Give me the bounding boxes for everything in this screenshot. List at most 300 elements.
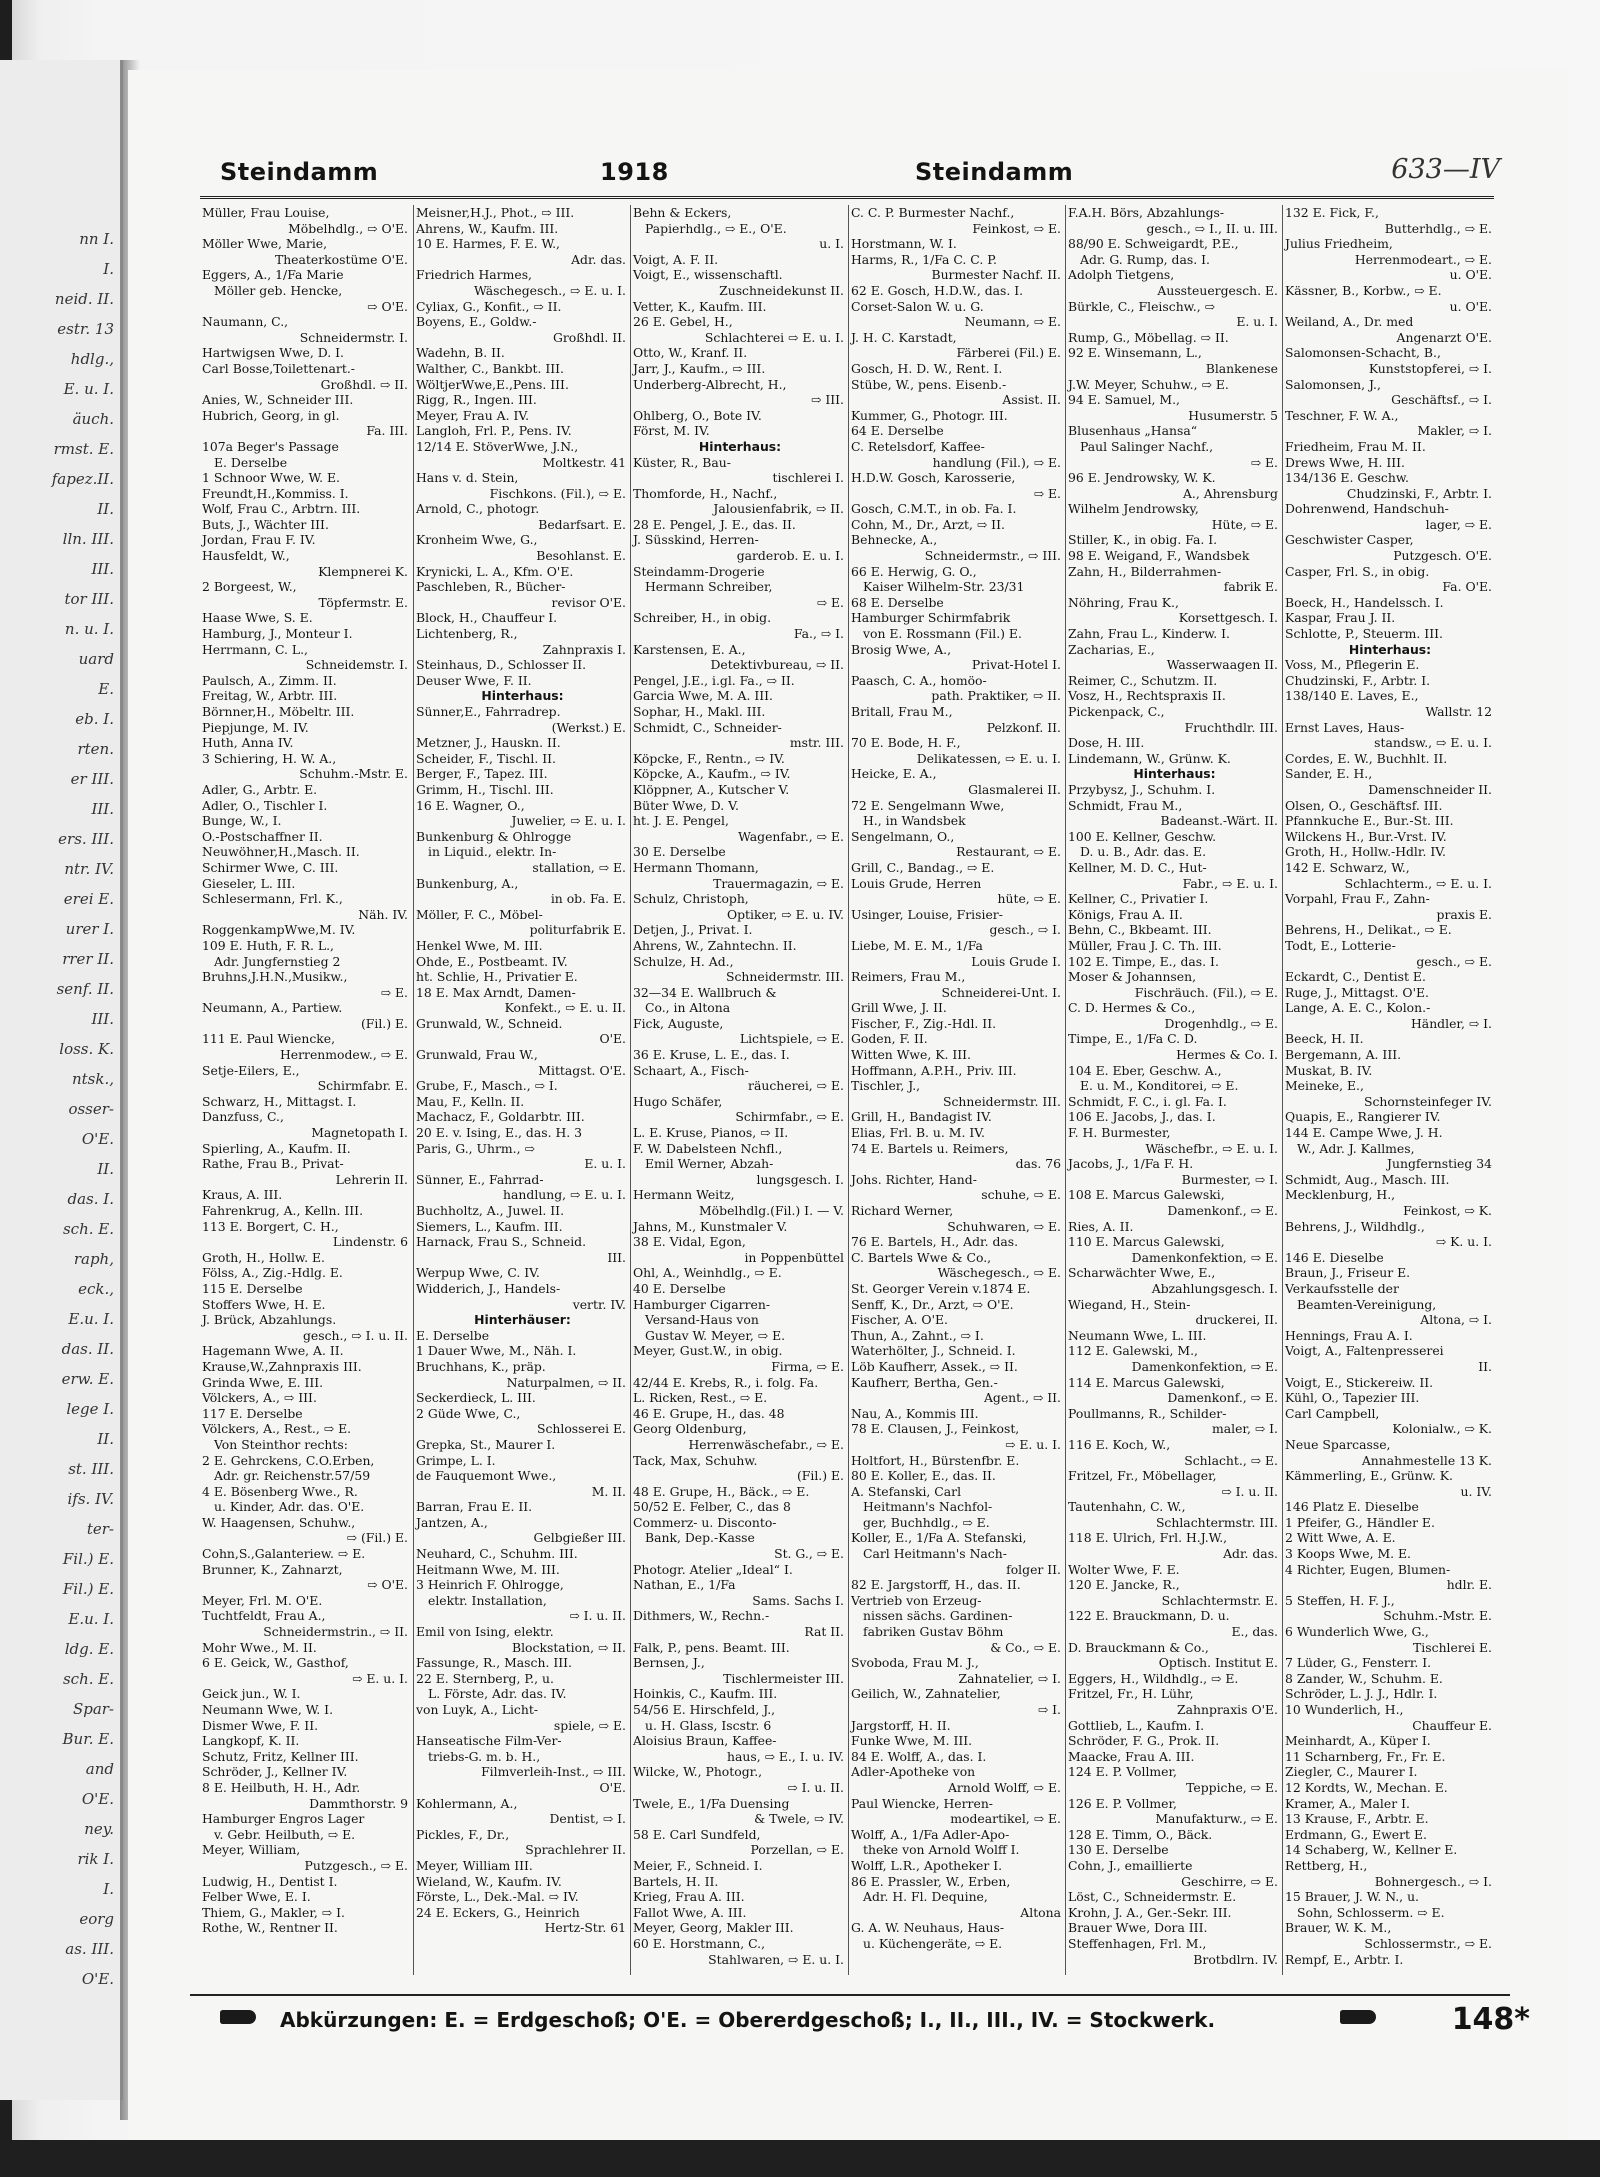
directory-entry: Theaterkostüme O'E. bbox=[274, 251, 408, 267]
directory-entry: Hamburger Engros Lager bbox=[202, 1811, 365, 1827]
directory-entry: Dismer Wwe, F. II. bbox=[202, 1717, 319, 1733]
directory-entry: H.D.W. Gosch, Karosserie, bbox=[851, 470, 1016, 486]
house-number-entry: 104 E. Eber, Geschw. A., bbox=[1068, 1062, 1222, 1078]
directory-entry: Völckers, A., ⇨ III. bbox=[202, 1390, 317, 1406]
directory-entry: Schornsteinfeger IV. bbox=[1363, 1093, 1492, 1109]
directory-entry: räucherei, ⇨ E. bbox=[748, 1078, 844, 1094]
house-number-entry: 10 E. Harmes, F. E. W., bbox=[416, 236, 560, 252]
directory-entry: Wolff, L.R., Apotheker I. bbox=[851, 1857, 1003, 1873]
directory-entry: Arnold, C., photogr. bbox=[416, 501, 540, 517]
directory-entry: Stübe, W., pens. Eisenb.- bbox=[851, 376, 1007, 392]
directory-entry: Rigg, R., Ingen. III. bbox=[416, 392, 537, 408]
directory-column-2 bbox=[413, 205, 629, 1975]
directory-entry: 4 Richter, Eugen, Blumen- bbox=[1285, 1561, 1451, 1577]
house-number-entry: 58 E. Carl Sundfeld, bbox=[633, 1826, 761, 1842]
directory-entry: Krohn, J. A., Ger.-Sekr. III. bbox=[1068, 1904, 1232, 1920]
directory-entry: theke von Arnold Wolff I. bbox=[863, 1842, 1020, 1858]
directory-entry: Wasserwaagen II. bbox=[1166, 657, 1278, 673]
directory-entry: Behnecke, A., bbox=[851, 532, 938, 548]
directory-entry: ⇨ E. bbox=[816, 594, 844, 610]
directory-entry: Damenkonf., ⇨ E. bbox=[1167, 1203, 1278, 1218]
directory-entry: Sander, E. H., bbox=[1285, 766, 1373, 782]
directory-entry: Salomonsen-Schacht, B., bbox=[1285, 345, 1441, 361]
directory-entry: Gosch, H. D. W., Rent. I. bbox=[851, 360, 1003, 376]
directory-entry: Hertz-Str. 61 bbox=[544, 1920, 626, 1936]
directory-entry: Ohde, E., Postbeamt. IV. bbox=[416, 953, 568, 969]
directory-entry: Ries, A. II. bbox=[1068, 1218, 1134, 1234]
directory-entry: Kaiser Wilhelm-Str. 23/31 bbox=[863, 579, 1025, 595]
directory-entry: Damenkonfektion, ⇨ E. bbox=[1131, 1358, 1278, 1374]
directory-entry: Detektivbureau, ⇨ II. bbox=[710, 657, 844, 673]
directory-entry: Paul Salinger Nachf., bbox=[1080, 438, 1214, 454]
directory-entry: Tischlermeister III. bbox=[723, 1670, 844, 1686]
directory-entry: Ruge, J., Mittagst. O'E. bbox=[1285, 984, 1429, 1000]
house-number-entry: 109 E. Huth, F. R. L., bbox=[202, 937, 334, 953]
previous-page-fragment: lln. III. bbox=[62, 530, 114, 548]
directory-entry: Rempf, E., Arbtr. I. bbox=[1285, 1951, 1404, 1967]
directory-entry: Grill, C., Bandag., ⇨ E. bbox=[851, 859, 995, 875]
directory-entry: Stiller, K., in obig. Fa. I. bbox=[1068, 532, 1218, 548]
directory-entry: Grepka, St., Maurer I. bbox=[416, 1436, 556, 1452]
directory-entry: Maacke, Frau A. III. bbox=[1068, 1748, 1195, 1764]
directory-entry: Töpfermstr. E. bbox=[318, 594, 408, 610]
house-number-entry: 30 E. Derselbe bbox=[633, 844, 726, 860]
directory-entry: Bunge, W., I. bbox=[202, 813, 282, 829]
directory-entry: Besohlanst. E. bbox=[536, 548, 626, 564]
directory-entry: Erdmann, G., Ewert E. bbox=[1285, 1826, 1427, 1842]
directory-entry: Adler, G., Arbtr. E. bbox=[202, 781, 318, 797]
directory-entry: Groth, H., Hollw. E. bbox=[202, 1249, 325, 1265]
directory-entry: Schutz, Fritz, Kellner III. bbox=[202, 1748, 359, 1764]
directory-entry: Adr. das. bbox=[571, 251, 626, 267]
directory-entry: Damenkonfektion, ⇨ E. bbox=[1131, 1249, 1278, 1265]
directory-entry: Neumann Wwe, L. III. bbox=[1068, 1327, 1207, 1343]
directory-entry: Schirmfabr., ⇨ E. bbox=[735, 1109, 844, 1125]
previous-page-fragment: I. bbox=[103, 260, 114, 278]
directory-entry: Damenschneider II. bbox=[1368, 781, 1492, 797]
directory-entry: handlung (Fil.), ⇨ E. bbox=[932, 454, 1061, 470]
left-headword: Steindamm bbox=[220, 158, 379, 186]
directory-entry: 5 Steffen, H. F. J., bbox=[1285, 1592, 1395, 1608]
directory-entry: Fassunge, R., Masch. III. bbox=[416, 1655, 572, 1671]
directory-entry: Fa. O'E. bbox=[1442, 579, 1492, 595]
directory-entry: Großhdl. II. bbox=[552, 329, 626, 345]
directory-entry: Fischer, F., Zig.-Hdl. II. bbox=[851, 1015, 997, 1031]
directory-entry: Kämmerling, E., Grünw. K. bbox=[1285, 1468, 1453, 1484]
directory-entry: E., das. bbox=[1231, 1624, 1278, 1640]
directory-entry: L. Förste, Adr. das. IV. bbox=[428, 1686, 567, 1702]
directory-entry: Louis Grude, Herren bbox=[851, 875, 982, 891]
directory-entry: Hüte, ⇨ E. bbox=[1211, 516, 1278, 532]
directory-entry: Friedheim, Frau M. II. bbox=[1285, 438, 1426, 454]
directory-entry: Kummer, G., Photogr. III. bbox=[851, 407, 1008, 423]
directory-entry: Grube, F., Masch., ⇨ I. bbox=[416, 1078, 558, 1094]
previous-page-fragment: II. bbox=[97, 500, 114, 518]
directory-entry: C. Bartels Wwe & Co., bbox=[851, 1249, 992, 1265]
directory-entry: Hamburg, J., Monteur I. bbox=[202, 626, 353, 642]
directory-entry: Langkopf, K. II. bbox=[202, 1733, 300, 1749]
directory-entry: Tautenhahn, C. W., bbox=[1068, 1499, 1186, 1515]
directory-entry: Hermann Schreiber, bbox=[645, 579, 773, 595]
directory-entry: u. Küchengeräte, ⇨ E. bbox=[863, 1935, 1003, 1951]
directory-entry: Eggers, H., Wildhdlg., ⇨ E. bbox=[1068, 1670, 1239, 1686]
directory-entry: J.W. Meyer, Schuhw., ⇨ E. bbox=[1068, 376, 1229, 392]
directory-entry: Dose, H. III. bbox=[1068, 735, 1145, 751]
previous-page-fragment: n. u. I. bbox=[64, 620, 114, 638]
directory-entry: Danzfuss, C., bbox=[202, 1109, 284, 1125]
house-number-entry: 88/90 E. Schweigardt, P.E., bbox=[1068, 236, 1239, 252]
house-number-entry: 116 E. Koch, W., bbox=[1068, 1436, 1171, 1452]
directory-entry: Schuhwaren, ⇨ E. bbox=[947, 1218, 1061, 1234]
directory-entry: Feinkost, ⇨ K. bbox=[1403, 1203, 1492, 1218]
directory-entry: D. u. B., Adr. das. E. bbox=[1080, 844, 1207, 860]
directory-entry: Möller geb. Hencke, bbox=[214, 282, 343, 298]
directory-entry: Haase Wwe, S. E. bbox=[202, 610, 313, 626]
previous-page-fragment: das. II. bbox=[61, 1340, 114, 1358]
directory-entry: Hans v. d. Stein, bbox=[416, 470, 519, 486]
directory-entry: ht. Schlie, H., Privatier E. bbox=[416, 969, 578, 985]
house-number-entry: 126 E. P. Vollmer, bbox=[1068, 1795, 1177, 1811]
directory-entry: schuhe, ⇨ E. bbox=[981, 1187, 1061, 1203]
directory-entry: Moser & Johannsen, bbox=[1068, 969, 1197, 985]
directory-entry: Von Steinthor rechts: bbox=[214, 1436, 348, 1452]
directory-entry: Thomforde, H., Nachf., bbox=[633, 485, 778, 501]
directory-entry: Cohn, J., emaillierte bbox=[1068, 1857, 1193, 1873]
previous-page-fragment: das. I. bbox=[67, 1190, 114, 1208]
directory-entry: Carl Heitmann's Nach- bbox=[863, 1546, 1007, 1562]
directory-entry: Beamten-Vereinigung, bbox=[1297, 1296, 1437, 1312]
previous-page-fragment: ntr. IV. bbox=[64, 860, 114, 878]
directory-entry: Svoboda, Frau M. J., bbox=[851, 1655, 979, 1671]
directory-entry: gesch., ⇨ I., II. u. III. bbox=[1146, 220, 1278, 236]
house-number-entry: 146 E. Dieselbe bbox=[1285, 1249, 1384, 1265]
directory-entry: Sophar, H., Makl. III. bbox=[633, 704, 766, 719]
directory-entry: Zahnatelier, ⇨ I. bbox=[958, 1670, 1061, 1686]
directory-entry: 15 Brauer, J. W. N., u. bbox=[1285, 1889, 1419, 1905]
directory-entry: Rathe, Frau B., Privat- bbox=[202, 1156, 344, 1172]
directory-entry: haus, ⇨ E., I. u. IV. bbox=[726, 1748, 844, 1764]
directory-entry: Hoinkis, C., Kaufm. III. bbox=[633, 1686, 778, 1702]
directory-entry: Förste, L., Dek.-Mal. ⇨ IV. bbox=[416, 1889, 579, 1905]
house-number-entry: 118 E. Ulrich, Frl. H.J.W., bbox=[1068, 1530, 1228, 1546]
directory-entry: Beeck, H. II. bbox=[1285, 1031, 1364, 1047]
directory-entry: Trauermagazin, ⇨ E. bbox=[713, 875, 844, 891]
directory-entry: Cyliax, G., Konfit., ⇨ II. bbox=[416, 298, 562, 314]
directory-entry: Grimm, H., Tischl. III. bbox=[416, 781, 554, 797]
previous-page-fragment: rmst. E. bbox=[53, 440, 114, 458]
house-number-entry: 18 E. Max Arndt, Damen- bbox=[416, 984, 576, 1000]
directory-entry: Deuser Wwe, F. II. bbox=[416, 672, 532, 688]
directory-entry: Meyer, Gust.W., in obig. bbox=[633, 1343, 783, 1359]
house-number-entry: 106 E. Jacobs, J., das. I. bbox=[1068, 1109, 1216, 1125]
house-number-entry: 68 E. Derselbe bbox=[851, 594, 944, 610]
directory-entry: Kellner, C., Privatier I. bbox=[1068, 891, 1209, 907]
directory-entry: gesch., ⇨ I. u. II. bbox=[302, 1327, 408, 1343]
directory-entry: Gieseler, L. III. bbox=[202, 875, 296, 891]
directory-entry: Möller, F. C., Möbel- bbox=[416, 906, 543, 922]
directory-entry: Wäschefbr., ⇨ E. u. I. bbox=[1145, 1140, 1278, 1156]
directory-entry: Fabr., ⇨ E. u. I. bbox=[1182, 875, 1278, 891]
directory-entry: Reimer, C., Schutzm. II. bbox=[1068, 672, 1218, 688]
directory-entry: Fischkons. (Fil.), ⇨ E. bbox=[489, 485, 626, 501]
section-heading: Hinterhaus: bbox=[1133, 766, 1216, 782]
directory-entry: Carl Bosse,Toilettenart.- bbox=[202, 360, 355, 376]
directory-entry: handlung, ⇨ E. u. I. bbox=[503, 1187, 626, 1203]
directory-entry: Mau, F., Kelln. II. bbox=[416, 1093, 525, 1109]
directory-entry: Dithmers, W., Rechn.- bbox=[633, 1608, 770, 1624]
directory-entry: Carl Campbell, bbox=[1285, 1405, 1380, 1421]
directory-entry: Fischer, A. O'E. bbox=[851, 1312, 948, 1328]
house-number-entry: 92 E. Winsemann, L., bbox=[1068, 345, 1202, 361]
previous-page-fragment: lege I. bbox=[66, 1400, 114, 1418]
directory-entry: 8 E. Heilbuth, H. H., Adr. bbox=[202, 1779, 361, 1795]
directory-entry: 6 Wunderlich Wwe, G., bbox=[1285, 1624, 1429, 1640]
directory-entry: tischlerei I. bbox=[772, 470, 844, 486]
directory-entry: Meier, F., Schneid. I. bbox=[633, 1857, 763, 1873]
directory-entry: Königs, Frau A. II. bbox=[1068, 906, 1183, 922]
directory-entry: Bergemann, A. III. bbox=[1285, 1047, 1402, 1063]
house-number-entry: 102 E. Timpe, E., das. I. bbox=[1068, 953, 1219, 969]
directory-entry: Kellner, M. D. C., Hut- bbox=[1068, 859, 1207, 875]
directory-entry: ⇨ I. u. II. bbox=[787, 1779, 844, 1795]
directory-entry: Kramer, A., Maler I. bbox=[1285, 1795, 1410, 1811]
directory-entry: Großhdl. ⇨ II. bbox=[320, 376, 408, 392]
previous-page-fragment: as. III. bbox=[65, 1940, 114, 1958]
directory-entry: Johs. Richter, Hand- bbox=[851, 1171, 977, 1187]
house-number-entry: 146 Platz E. Dieselbe bbox=[1285, 1499, 1419, 1515]
directory-entry: Firma, ⇨ E. bbox=[771, 1358, 844, 1374]
directory-entry: St. G., ⇨ E. bbox=[774, 1546, 844, 1562]
previous-page-fragment: Spar- bbox=[72, 1700, 114, 1718]
directory-entry: Ohl, A., Weinhdlg., ⇨ E. bbox=[633, 1265, 782, 1281]
directory-entry: Korsettgesch. I. bbox=[1178, 610, 1278, 626]
directory-entry: Neuwöhner,H.,Masch. II. bbox=[202, 844, 360, 860]
house-number-entry: 64 E. Derselbe bbox=[851, 423, 944, 439]
section-heading: Hinterhaus: bbox=[481, 688, 564, 704]
directory-entry: Photogr. Atelier „Ideal“ I. bbox=[633, 1561, 793, 1577]
directory-entry: 3 Koops Wwe, M. E. bbox=[1285, 1546, 1411, 1562]
directory-entry: Senff, K., Dr., Arzt, ⇨ O'E. bbox=[851, 1296, 1014, 1312]
directory-entry: Voigt, A., Faltenpresserei bbox=[1285, 1343, 1444, 1359]
directory-entry: fabrik E. bbox=[1223, 579, 1278, 595]
directory-entry: III. bbox=[607, 1249, 626, 1265]
directory-entry: Machacz, F., Goldarbtr. III. bbox=[416, 1109, 585, 1125]
directory-entry: Klöppner, A., Kutscher V. bbox=[633, 781, 790, 797]
house-number-entry: 54/56 E. Hirschfeld, J., bbox=[633, 1702, 776, 1717]
directory-entry: ⇨ E. u. I. bbox=[352, 1670, 408, 1686]
previous-page-fragment: sch. E. bbox=[62, 1670, 114, 1688]
house-number-entry: 76 E. Bartels, H., Adr. das. bbox=[851, 1234, 1019, 1250]
directory-entry: Jahns, M., Kunstmaler V. bbox=[633, 1218, 788, 1234]
previous-page-fragment: II. bbox=[97, 1160, 114, 1178]
directory-entry: Sünner, E., Fahrrad- bbox=[416, 1171, 544, 1187]
directory-entry: 1 Pfeifer, G., Händler E. bbox=[1285, 1514, 1435, 1530]
directory-columns bbox=[200, 205, 1494, 1980]
directory-entry: Poullmanns, R., Schilder- bbox=[1068, 1405, 1227, 1421]
directory-entry: Boyens, E., Goldw.- bbox=[416, 314, 537, 330]
directory-entry: in ob. Fa. E. bbox=[550, 891, 626, 907]
scan-bottom-edge bbox=[0, 2140, 1600, 2177]
directory-entry: Fritzel, Fr., H. Lühr, bbox=[1068, 1686, 1194, 1702]
house-number-entry: 115 E. Derselbe bbox=[202, 1280, 303, 1296]
directory-entry: F.A.H. Börs, Abzahlungs- bbox=[1068, 205, 1225, 220]
directory-entry: Bürkle, C., Fleischw., ⇨ bbox=[1068, 298, 1216, 314]
directory-entry: Makler, ⇨ I. bbox=[1417, 423, 1492, 439]
pointing-hand-icon bbox=[220, 2010, 256, 2024]
directory-entry: Voigt, E., Stickereiw. II. bbox=[1285, 1374, 1434, 1390]
directory-entry: Spierling, A., Kaufm. II. bbox=[202, 1140, 351, 1156]
directory-entry: Wagenfabr., ⇨ E. bbox=[738, 828, 844, 844]
previous-page-fragment: E.u. I. bbox=[68, 1310, 114, 1328]
directory-entry: politurfabrik E. bbox=[529, 922, 626, 938]
directory-entry: Sengelmann, O., bbox=[851, 828, 955, 844]
house-number-entry: 111 E. Paul Wiencke, bbox=[202, 1031, 336, 1047]
directory-entry: Schlotte, P., Steuerm. III. bbox=[1285, 626, 1443, 642]
directory-entry: folger II. bbox=[1006, 1561, 1061, 1577]
house-number-entry: 36 E. Kruse, L. E., das. I. bbox=[633, 1047, 790, 1063]
directory-entry: Ahrens, W., Zahntechn. II. bbox=[633, 937, 797, 953]
directory-entry: Krynicki, L. A., Kfm. O'E. bbox=[416, 563, 574, 579]
directory-entry: Assist. II. bbox=[1002, 392, 1061, 408]
house-number-entry: 42/44 E. Krebs, R., i. folg. Fa. bbox=[633, 1374, 819, 1390]
directory-entry: E. u. I. bbox=[584, 1156, 626, 1172]
directory-entry: Wilcke, W., Photogr., bbox=[633, 1764, 763, 1780]
directory-entry: Adler, O., Tischler I. bbox=[202, 797, 328, 813]
directory-entry: Zahnpraxis I. bbox=[542, 641, 626, 657]
house-number-entry: 26 E. Gebel, H., bbox=[633, 314, 733, 330]
directory-entry: Zahnpraxis O'E. bbox=[1177, 1702, 1278, 1717]
directory-entry: ⇨ O'E. bbox=[367, 1577, 408, 1593]
directory-entry: Tischler, J., bbox=[851, 1078, 921, 1094]
previous-page-fragment: III. bbox=[91, 800, 114, 818]
page-number: 633—IV bbox=[1391, 154, 1500, 185]
directory-entry: Adr. das. bbox=[1223, 1546, 1278, 1562]
directory-entry: Dentist, ⇨ I. bbox=[549, 1811, 626, 1827]
directory-entry: Hermann Thomann, bbox=[633, 859, 759, 875]
directory-entry: Schaart, A., Fisch- bbox=[633, 1062, 749, 1078]
directory-entry: 10 Wunderlich, H., bbox=[1285, 1702, 1404, 1717]
directory-entry: Herrenmodew., ⇨ E. bbox=[279, 1047, 408, 1063]
directory-entry: II. bbox=[1478, 1358, 1492, 1374]
directory-entry: Schmidt, Frau M., bbox=[1068, 797, 1183, 813]
directory-entry: Adr. G. Rump, das. I. bbox=[1080, 251, 1210, 267]
directory-entry: E. u. M., Konditorei, ⇨ E. bbox=[1080, 1078, 1239, 1094]
previous-page-fragment: ldg. E. bbox=[64, 1640, 114, 1658]
directory-entry: Steindamm-Drogerie bbox=[633, 563, 765, 579]
directory-entry: Drews Wwe, H. III. bbox=[1285, 454, 1405, 470]
directory-entry: (Fil.) E. bbox=[796, 1468, 844, 1484]
directory-entry: Arnold Wolff, ⇨ E. bbox=[947, 1779, 1061, 1795]
directory-entry: Rettberg, H., bbox=[1285, 1857, 1368, 1873]
directory-entry: Vorpahl, Frau F., Zahn- bbox=[1285, 891, 1430, 907]
house-number-entry: 124 E. P. Vollmer, bbox=[1068, 1764, 1177, 1780]
directory-entry: Meyer, William, bbox=[202, 1842, 301, 1858]
house-number-entry: 142 E. Schwarz, W., bbox=[1285, 859, 1410, 875]
directory-entry: Twele, E., 1/Fa Duensing bbox=[633, 1795, 790, 1811]
directory-entry: Buchholtz, A., Juwel. II. bbox=[416, 1203, 565, 1218]
directory-entry: Wiegand, H., Stein- bbox=[1068, 1296, 1191, 1312]
directory-entry: Gosch, C.M.T., in ob. Fa. I. bbox=[851, 501, 1017, 517]
directory-entry: Anies, W., Schneider III. bbox=[202, 392, 354, 408]
directory-entry: W. Haagensen, Schuhw., bbox=[202, 1514, 356, 1530]
directory-entry: Salomonsen, J., bbox=[1285, 376, 1381, 392]
directory-entry: Porzellan, ⇨ E. bbox=[750, 1842, 844, 1858]
directory-column-4 bbox=[848, 205, 1064, 1975]
directory-entry: Restaurant, ⇨ E. bbox=[956, 844, 1061, 860]
directory-entry: Vosz, H., Rechtspraxis II. bbox=[1068, 688, 1226, 704]
directory-entry: Schlachtermstr. E. bbox=[1161, 1592, 1278, 1608]
directory-entry: Weiland, A., Dr. med bbox=[1285, 314, 1414, 330]
directory-entry: Schlosserei E. bbox=[536, 1421, 626, 1437]
house-number-entry: 32—34 E. Wallbruch & bbox=[633, 984, 777, 1000]
directory-entry: Ahrens, W., Kaufm. III. bbox=[416, 220, 559, 236]
directory-entry: Sünner,E., Fahrradrep. bbox=[416, 704, 561, 719]
directory-entry: Händler, ⇨ I. bbox=[1411, 1015, 1492, 1031]
directory-entry: v. Gebr. Heilbuth, ⇨ E. bbox=[214, 1826, 356, 1842]
house-number-entry: 38 E. Vidal, Egon, bbox=[633, 1234, 746, 1250]
directory-entry: Glasmalerei II. bbox=[968, 781, 1061, 797]
directory-entry: ht. J. E. Pengel, bbox=[633, 813, 729, 829]
directory-entry: Abzahlungsgesch. I. bbox=[1151, 1280, 1278, 1296]
previous-page-fragment: ntsk., bbox=[71, 1070, 114, 1088]
directory-entry: Mohr Wwe., M. II. bbox=[202, 1639, 317, 1655]
directory-entry: Krieg, Frau A. III. bbox=[633, 1889, 745, 1905]
directory-entry: 4 E. Bösenberg Wwe., R. bbox=[202, 1483, 358, 1499]
directory-entry: Juwelier, ⇨ E. u. I. bbox=[511, 813, 626, 829]
directory-entry: Schreiber, H., in obig. bbox=[633, 610, 772, 626]
directory-entry: Dohrenwend, Handschuh- bbox=[1285, 501, 1449, 517]
directory-entry: Waterhölter, J., Schneid. I. bbox=[851, 1343, 1016, 1359]
directory-entry: Meyer, William III. bbox=[416, 1857, 533, 1873]
directory-entry: C. D. Hermes & Co., bbox=[1068, 1000, 1196, 1016]
directory-entry: mstr. III. bbox=[789, 735, 844, 751]
directory-entry: M. II. bbox=[591, 1483, 626, 1499]
directory-entry: St. Georger Verein v.1874 E. bbox=[851, 1280, 1031, 1296]
directory-entry: Näh. IV. bbox=[358, 906, 408, 922]
directory-entry: Britall, Frau M., bbox=[851, 704, 953, 719]
directory-entry: Konfekt., ⇨ E. u. II. bbox=[504, 1000, 626, 1016]
directory-entry: Emil Werner, Abzah- bbox=[645, 1156, 774, 1172]
directory-entry: Küster, R., Bau- bbox=[633, 454, 731, 470]
directory-entry: Möbelhdlg., ⇨ O'E. bbox=[288, 220, 408, 236]
directory-entry: Schröder, J., Kellner IV. bbox=[202, 1764, 348, 1780]
directory-entry: Rothe, W., Rentner II. bbox=[202, 1920, 338, 1936]
directory-entry: Zacharias, E., bbox=[1068, 641, 1155, 657]
directory-entry: Herrmann, C. L., bbox=[202, 641, 308, 657]
directory-column-1 bbox=[200, 205, 411, 1975]
directory-entry: Kässner, B., Korbw., ⇨ E. bbox=[1285, 282, 1442, 298]
directory-entry: 7 Lüder, G., Fensterr. I. bbox=[1285, 1655, 1432, 1671]
directory-entry: Widderich, J., Handels- bbox=[416, 1280, 561, 1296]
directory-entry: Meisner,H.J., Phot., ⇨ III. bbox=[416, 205, 575, 220]
directory-entry: Muskat, B. IV. bbox=[1285, 1062, 1373, 1078]
house-number-entry: 86 E. Prassler, W., Erben, bbox=[851, 1873, 1011, 1889]
directory-entry: Pfannkuche E., Bur.-St. III. bbox=[1285, 813, 1454, 829]
directory-entry: Kolonialw., ⇨ K. bbox=[1392, 1421, 1492, 1437]
directory-entry: Ernst Laves, Haus- bbox=[1285, 719, 1405, 735]
directory-entry: Georg Oldenburg, bbox=[633, 1421, 747, 1437]
directory-entry: Völckers, A., Rest., ⇨ E. bbox=[202, 1421, 352, 1437]
directory-entry: Vertrieb von Erzeug- bbox=[851, 1592, 982, 1608]
directory-entry: Schmidt, C., Schneider- bbox=[633, 719, 782, 735]
directory-entry: Hanseatische Film-Ver- bbox=[416, 1733, 562, 1749]
directory-entry: Putzgesch. O'E. bbox=[1393, 548, 1492, 564]
directory-entry: Henkel Wwe, M. III. bbox=[416, 937, 543, 953]
directory-entry: vertr. IV. bbox=[572, 1296, 626, 1312]
directory-entry: ⇨ E. bbox=[380, 984, 408, 1000]
directory-entry: Stahlwaren, ⇨ E. u. I. bbox=[708, 1951, 844, 1967]
directory-entry: Schlachterm., ⇨ E. u. I. bbox=[1344, 875, 1492, 891]
